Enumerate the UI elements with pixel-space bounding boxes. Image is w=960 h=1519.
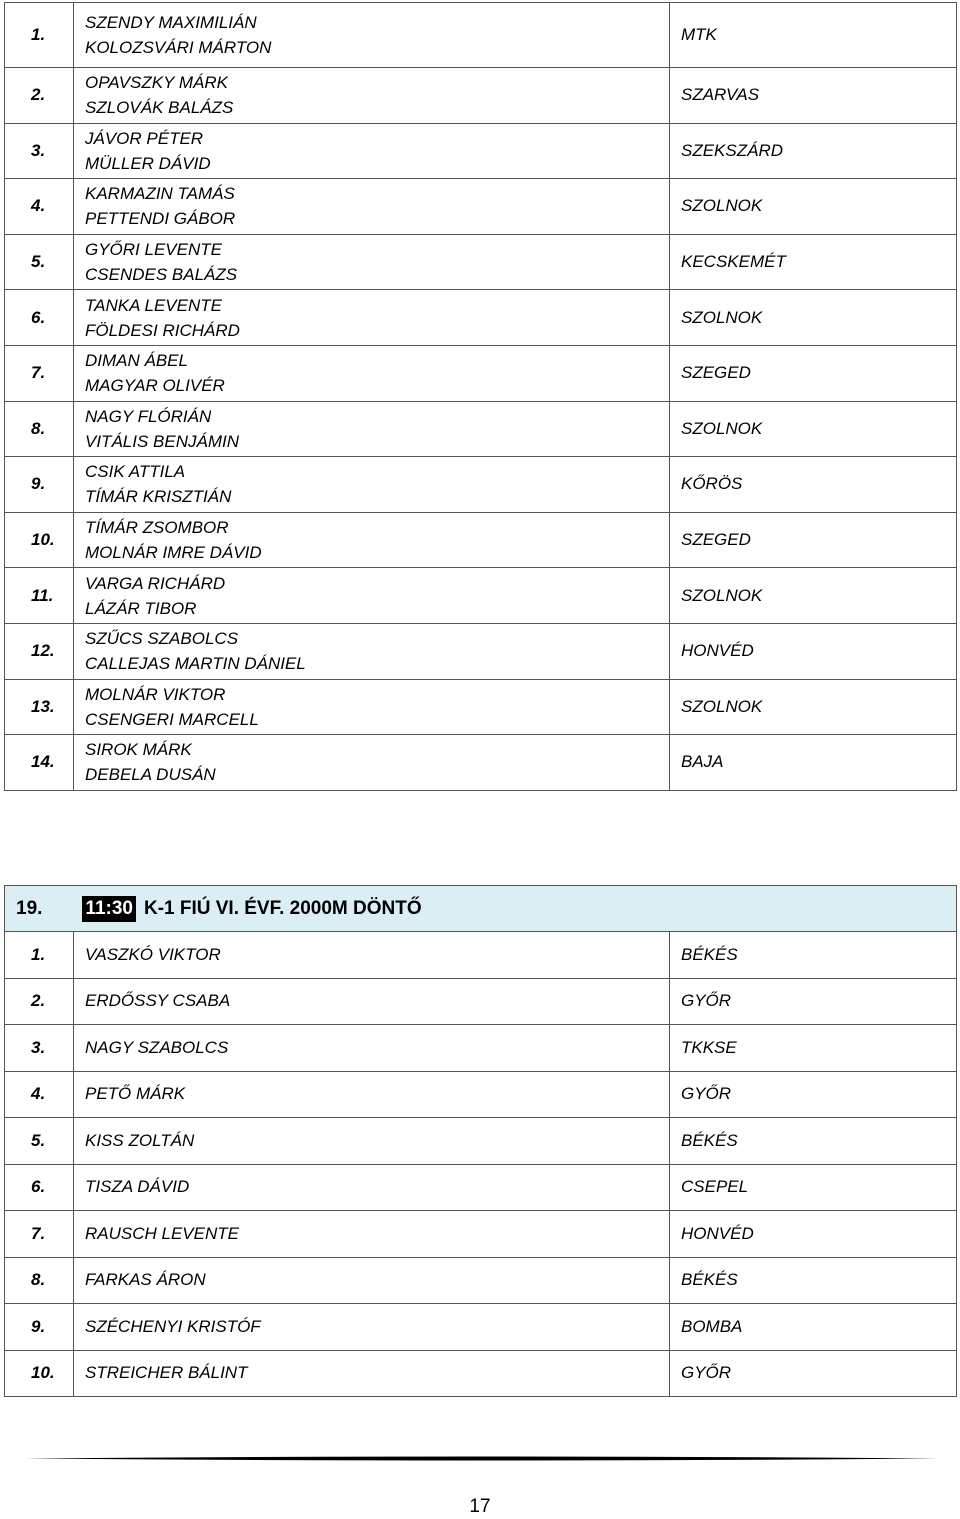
athlete-name: SZENDY MAXIMILIÁN [85,13,257,32]
rank-cell: 3. [5,1025,74,1072]
athlete-name: MÜLLER DÁVID [85,153,211,173]
athlete-name: STREICHER BÁLINT [74,1350,670,1397]
pairs-results-table [4,2,957,791]
athlete-name: VASZKÓ VIKTOR [74,932,670,979]
table-row [5,68,957,124]
names-cell [74,290,670,346]
athlete-name: KOLOZSVÁRI MÁRTON [85,38,272,57]
race-number: 19. [16,897,43,919]
rank-cell: 6. [5,290,74,346]
club-cell: BÉKÉS [670,932,957,979]
page-number: 17 [469,1496,491,1517]
names-cell [74,234,670,290]
names-cell [74,735,670,791]
club-cell: MTK [670,3,957,68]
athlete-name: NAGY SZABOLCS [74,1025,670,1072]
table-row [5,978,957,1025]
athlete-name: TÍMÁR ZSOMBOR [85,518,229,538]
names-cell [74,179,670,235]
athlete-name: LÁZÁR TIBOR [85,598,197,618]
names-cell [74,401,670,457]
race-time: 11:30 [82,896,136,922]
club-cell: KŐRÖS [670,457,957,513]
club-cell: TKKSE [670,1025,957,1072]
athlete-name: VARGA RICHÁRD [85,573,226,593]
athlete-name: TISZA DÁVID [74,1164,670,1211]
table-row [5,1025,957,1072]
club-cell: HONVÉD [670,1211,957,1258]
athlete-name: GYŐRI LEVENTE [85,240,222,260]
table-row [5,123,957,179]
rank-cell: 5. [5,234,74,290]
club-cell: GYŐR [670,1071,957,1118]
athlete-name: DIMAN ÁBEL [85,351,188,371]
athlete-name: PETTENDI GÁBOR [85,209,236,229]
rank-cell: 6. [5,1164,74,1211]
race-19-results-table [4,885,957,1397]
table-row [5,932,957,979]
names-cell [74,512,670,568]
club-cell: BÉKÉS [670,1257,957,1304]
rank-cell: 2. [5,68,74,124]
race-header-row [5,886,957,932]
rank-cell: 2. [5,978,74,1025]
athlete-name: MAGYAR OLIVÉR [85,376,225,396]
race-title: K-1 FIÚ VI. ÉVF. 2000M DÖNTŐ [143,897,422,919]
names-cell [74,3,670,68]
rank-cell: 7. [5,345,74,401]
athlete-name: FÖLDESI RICHÁRD [85,320,240,340]
athlete-name: DEBELA DUSÁN [85,765,216,785]
rank-cell: 14. [5,735,74,791]
athlete-name: KARMAZIN TAMÁS [85,184,235,204]
rank-cell: 8. [5,1257,74,1304]
rank-cell: 3. [5,123,74,179]
rank-cell: 4. [5,1071,74,1118]
rank-cell: 13. [5,679,74,735]
rank-cell: 8. [5,401,74,457]
names-cell [74,679,670,735]
athlete-name: MOLNÁR IMRE DÁVID [85,543,262,563]
table-row [5,1257,957,1304]
rank-cell: 4. [5,179,74,235]
table-row [5,679,957,735]
names-cell [74,457,670,513]
athlete-name: TANKA LEVENTE [85,295,222,315]
names-cell [74,568,670,624]
athlete-name: SIROK MÁRK [85,740,192,760]
athlete-name: TÍMÁR KRISZTIÁN [85,487,232,507]
table-row [5,623,957,679]
rank-cell: 9. [5,1304,74,1351]
rank-cell: 5. [5,1118,74,1165]
names-cell [74,623,670,679]
table-row [5,234,957,290]
athlete-name: SZŰCS SZABOLCS [85,629,239,649]
club-cell: SZOLNOK [670,290,957,346]
athlete-name: FARKAS ÁRON [74,1257,670,1304]
club-cell: SZARVAS [670,68,957,124]
athlete-name: KISS ZOLTÁN [74,1118,670,1165]
rank-cell: 10. [5,512,74,568]
club-cell: SZOLNOK [670,568,957,624]
athlete-name: NAGY FLÓRIÁN [85,406,212,426]
table-row [5,401,957,457]
club-cell: SZEGED [670,345,957,401]
athlete-name: VITÁLIS BENJÁMIN [85,431,239,451]
rank-cell: 11. [5,568,74,624]
table-row [5,1118,957,1165]
club-cell: SZOLNOK [670,679,957,735]
club-cell: GYŐR [670,978,957,1025]
table-row [5,345,957,401]
rank-cell: 9. [5,457,74,513]
athlete-name: CSENGERI MARCELL [85,709,259,729]
club-cell: SZEGED [670,512,957,568]
table-row [5,1211,957,1258]
club-cell: HONVÉD [670,623,957,679]
table-row [5,1164,957,1211]
names-cell [74,68,670,124]
footer-divider [24,1456,938,1461]
club-cell: BÉKÉS [670,1118,957,1165]
table-row [5,179,957,235]
rank-cell: 10. [5,1350,74,1397]
athlete-name: SZLOVÁK BALÁZS [85,98,234,118]
club-cell: GYŐR [670,1350,957,1397]
names-cell [74,123,670,179]
rank-cell: 7. [5,1211,74,1258]
table-row [5,290,957,346]
table-row [5,1071,957,1118]
club-cell: BOMBA [670,1304,957,1351]
rank-cell: 1. [5,3,74,68]
athlete-name: MOLNÁR VIKTOR [85,684,226,704]
athlete-name: ERDŐSSY CSABA [74,978,670,1025]
table-row [5,568,957,624]
names-cell [74,345,670,401]
rank-cell: 1. [5,932,74,979]
table-row [5,3,957,68]
athlete-name: CALLEJAS MARTIN DÁNIEL [85,654,306,674]
athlete-name: JÁVOR PÉTER [85,128,204,148]
race-header-cell [5,886,957,932]
club-cell: SZEKSZÁRD [670,123,957,179]
table-row [5,735,957,791]
athlete-name: CSIK ATTILA [85,462,186,482]
club-cell: SZOLNOK [670,401,957,457]
club-cell: SZOLNOK [670,179,957,235]
rank-cell: 12. [5,623,74,679]
table-row [5,1304,957,1351]
athlete-name: RAUSCH LEVENTE [74,1211,670,1258]
table-row [5,1350,957,1397]
athlete-name: SZÉCHENYI KRISTÓF [74,1304,670,1351]
athlete-name: OPAVSZKY MÁRK [85,73,228,93]
club-cell: KECSKEMÉT [670,234,957,290]
club-cell: CSEPEL [670,1164,957,1211]
table-row [5,512,957,568]
club-cell: BAJA [670,735,957,791]
table-row [5,457,957,513]
athlete-name: CSENDES BALÁZS [85,265,238,285]
athlete-name: PETŐ MÁRK [74,1071,670,1118]
